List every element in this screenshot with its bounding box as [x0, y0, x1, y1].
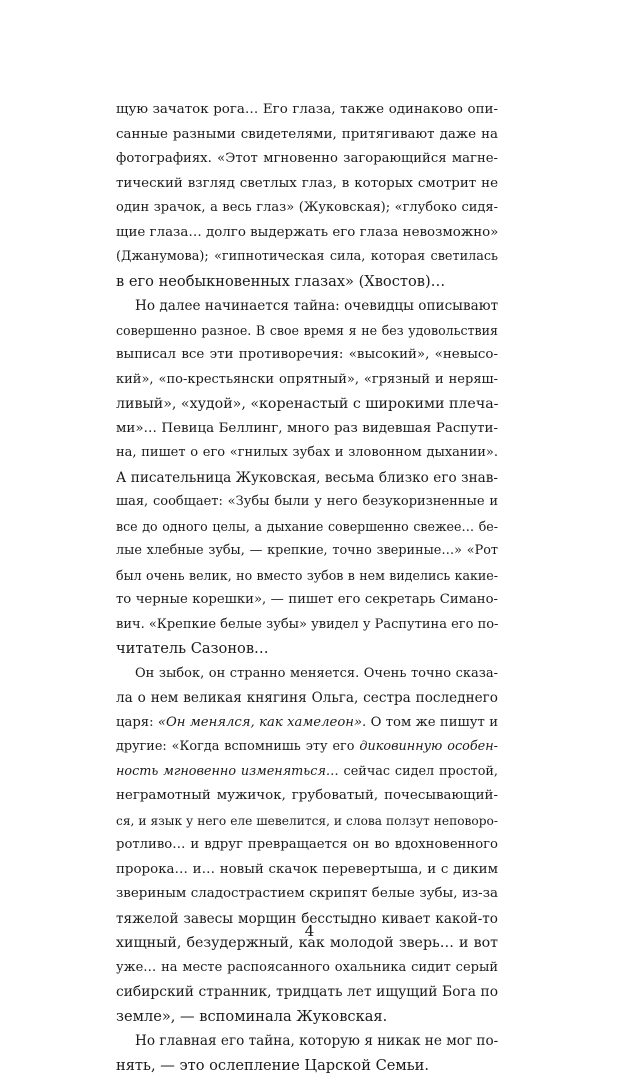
- text-segment: . О том же пишут и: [362, 715, 498, 730]
- italic-text-segment: диковинную особен-: [359, 739, 498, 754]
- text-line: [116, 760, 498, 785]
- text-segment: на, пишет о его «гнилых зубах и зловонном дыхании».: [116, 445, 498, 460]
- text-segment: уже… на месте распоясанного охальника сидит серый: [116, 960, 498, 975]
- text-segment: выписал все эти противоречия: «высокий», «невысо-: [116, 347, 498, 362]
- text-segment: пророка… и… новый скачок перевертыша, и с диким: [116, 862, 498, 877]
- text-segment: сейчас сидел простой,: [339, 764, 498, 779]
- text-segment: ротливо… и вдруг превращается он во вдохновенного: [116, 837, 498, 852]
- text-segment: другие: «Когда вспомнишь эту его: [116, 739, 359, 754]
- text-line: [116, 809, 498, 834]
- text-line: [116, 613, 498, 638]
- text-line: [116, 392, 498, 417]
- text-segment: ливый», «худой», «коренастый с широкими плеча-: [116, 396, 498, 412]
- text-line: [116, 98, 498, 123]
- text-line: [116, 417, 498, 442]
- text-line: [116, 221, 498, 246]
- text-line: [116, 833, 498, 858]
- text-line: [116, 294, 498, 319]
- text-segment: в его необыкновенных глазах» (Хвостов)…: [116, 273, 445, 290]
- text-segment: царя:: [116, 715, 158, 730]
- text-line: [116, 637, 498, 662]
- text-segment: ми»… Певица Беллинг, много раз видевшая Распути-: [116, 421, 498, 436]
- text-segment: был очень велик, но вместо зубов в нем виделись какие-: [116, 568, 498, 583]
- text-segment: ла о нем великая княгиня Ольга, сестра последнего: [116, 690, 498, 706]
- text-segment: Но далее начинается тайна: очевидцы описывают: [135, 298, 498, 314]
- text-segment: А писательница Жуковская, весьма близко его знав-: [116, 470, 498, 486]
- text-line: [116, 196, 498, 221]
- text-line: [116, 858, 498, 883]
- text-line: [116, 784, 498, 809]
- text-line: [116, 980, 498, 1005]
- text-segment: все до одного целы, а дыхание совершенно свежее… бе-: [116, 519, 498, 534]
- text-segment: санные разными свидетелями, притягивают даже на: [116, 127, 498, 142]
- text-line: [116, 662, 498, 687]
- text-line: [116, 882, 498, 907]
- text-line: [116, 343, 498, 368]
- text-segment: шая, сообщает: «Зубы были у него безукоризненные и: [116, 494, 498, 509]
- text-segment: один зрачок, а весь глаз» (Жуковская); «глубоко сидя-: [116, 200, 498, 215]
- text-segment: вич. «Крепкие белые зубы» увидел у Распутина его по-: [116, 617, 498, 632]
- text-line: [116, 515, 498, 540]
- text-line: [116, 1054, 498, 1078]
- text-segment: совершенно разное. В свое время я не без удовольствия: [116, 323, 498, 338]
- text-segment: Он зыбок, он странно меняется. Очень точно сказа-: [135, 666, 498, 681]
- text-line: [116, 564, 498, 589]
- text-line: [116, 686, 498, 711]
- text-line: [116, 711, 498, 736]
- text-line: [116, 147, 498, 172]
- text-line: [116, 245, 498, 270]
- text-line: [116, 123, 498, 148]
- text-segment: то черные корешки», — пишет его секретарь Симано-: [116, 592, 498, 607]
- text-segment: неграмотный мужичок, грубоватый, почесывающий-: [116, 788, 498, 803]
- text-line: [116, 588, 498, 613]
- text-segment: звериным сладострастием скрипят белые зубы, из-за: [116, 886, 498, 901]
- text-segment: земле», — вспоминала Жуковская.: [116, 1008, 387, 1025]
- text-segment: фотографиях. «Этот мгновенно загорающийся магне-: [116, 151, 498, 166]
- text-segment: ся, и язык у него еле шевелится, и слова ползут неповоро-: [116, 814, 498, 828]
- text-segment: щие глаза… долго выдержать его глаза невозможно»: [116, 225, 498, 240]
- text-segment: тяжелой завесы морщин бесстыдно кивает какой-то: [116, 911, 498, 927]
- text-line: [116, 319, 498, 344]
- text-line: [116, 368, 498, 393]
- text-line: [116, 270, 498, 295]
- text-segment: тический взгляд светлых глаз, в которых смотрит не: [116, 176, 498, 191]
- text-line: [116, 1029, 498, 1054]
- text-segment: кий», «по-крестьянски опрятный», «грязный и неряш-: [116, 372, 498, 387]
- text-segment: (Джанумова); «гипнотическая сила, которая светилась: [116, 249, 498, 264]
- text-line: [116, 490, 498, 515]
- text-segment: Но главная его тайна, которую я никак не мог по-: [135, 1033, 498, 1049]
- text-segment: хищный, безудержный, как молодой зверь… и вот: [116, 935, 498, 951]
- text-line: [116, 956, 498, 981]
- text-line: [116, 466, 498, 491]
- text-line: [116, 1005, 498, 1030]
- page-number: 4: [0, 922, 619, 940]
- italic-text-segment: ность мгновенно изменяться…: [116, 764, 339, 779]
- text-segment: читатель Сазонов…: [116, 640, 269, 657]
- text-line: [116, 441, 498, 466]
- text-segment: нять, — это ослепление Царской Семьи.: [116, 1057, 429, 1074]
- text-segment: щую зачаток рога… Его глаза, также одинаково опи-: [116, 102, 498, 117]
- text-line: [116, 539, 498, 564]
- text-line: [116, 172, 498, 197]
- text-segment: лые хлебные зубы, — крепкие, точно звериные…» «Рот: [116, 543, 498, 558]
- text-line: [116, 735, 498, 760]
- text-segment: сибирский странник, тридцать лет ищущий Бога по: [116, 984, 498, 1000]
- italic-text-segment: «Он менялся, как хамелеон»: [158, 715, 362, 730]
